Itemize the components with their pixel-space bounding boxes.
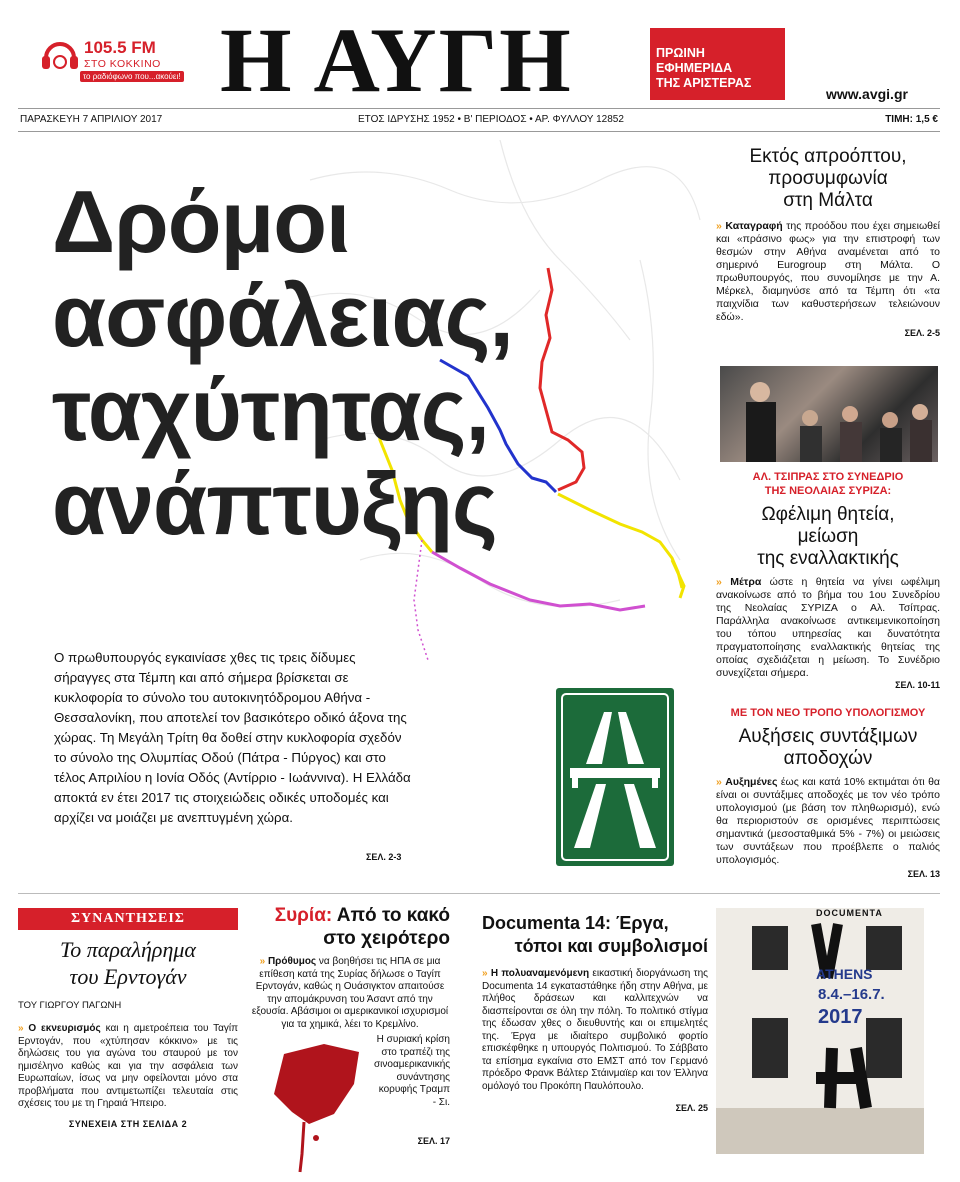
erdogan-text [18,1023,238,1111]
bullet-arrow-icon: » [18,1023,24,1034]
pensions-headline-line-2: αποδοχών [783,748,873,769]
documenta-body: εικαστική διοργάνωση της Documenta 14 εγκαταστάθηκε ήδη στην Αθήνα, με πλήθος δράσεων και καλλιτεχνών να διασπείρονται σε όλη την πόλη. Το πολιτικό στίγμα της έδωσαν χθες ο διευθυντής και οι επιμελητές της. Έργα με ιδιαίτερο συμβολικό φορτίο επισκέφθηκε η υπουργός Πολιτισμού. Το Σάββατο τα επίσημα εγκαίνια στο ΕΜΣΤ από τον Γερμανό πρόεδρο Φρανκ Βάλτερ Στάινμαϊερ και τον Έλληνα ομόλογό του Προκόπη Παυλόπουλο. [482,968,708,1092]
section-divider [18,893,940,894]
malta-article[interactable] [716,146,940,338]
malta-page-ref[interactable]: ΣΕΛ. 2-5 [904,328,940,338]
newspaper-title[interactable]: Η ΑΥΓΗ [220,9,573,111]
tsipras-kicker-2: ΤΗΣ ΝΕΟΛΑΙΑΣ ΣΥΡΙΖΑ: [764,485,892,497]
lead-headline[interactable] [52,172,572,553]
poster-year: 2017 [818,1006,863,1028]
tagline-line-2: ΕΦΗΜΕΡΙΔΑ [656,61,733,75]
bullet-arrow-icon: » [716,576,722,588]
malta-headline-line-3: στη Μάλτα [783,190,873,211]
syria-headline-line-1: Από το κακό [332,905,450,926]
erdogan-column[interactable] [18,908,238,1160]
bullet-arrow-icon: » [716,220,722,232]
route-dotted [414,540,428,660]
tsipras-headline-line-2: μείωση [797,526,859,547]
radio-logo[interactable] [40,28,181,88]
lead-headline-line-4: ανάπτυξης [52,454,497,553]
erdogan-headline-line-2: του Ερντογάν [69,964,187,989]
tsipras-lead-word: Μέτρα [730,576,762,588]
syria-page-ref[interactable]: ΣΕΛ. 17 [417,1136,450,1146]
pensions-headline-line-1: Αυξήσεις συντάξιμων [738,726,918,747]
tagline-line-3: ΤΗΣ ΑΡΙΣΤΕΡΑΣ [656,76,752,90]
radio-slogan: το ραδιόφωνο που...ακούει! [80,71,184,82]
malta-headline-line-2: προσυμφωνία [768,168,888,189]
tagline-line-1: ΠΡΩΙΝΗ [656,46,705,60]
tsipras-body: ώστε η θητεία να γίνει ωφέλιμη ανακοίνωσε από το βήμα του 1ου Συνεδρίου της Νεολαίας ΣΥΡΙΖΑ ο Αλ. Τσίπρας. Παράλληλα ανακοίνωσε αντικειμενικοποίηση του τόπου υπηρεσίας και δυνατότητα πραγματοποίησης εναλλακτικής θητείας της οποίας σχεδιάζεται η μείωση. Το Συνέδριο συνεχίζεται σήμερα. [716,576,941,679]
syria-text [250,956,450,1031]
pensions-headline [716,726,940,770]
documenta-headline-line-1: Documenta 14: Έργα, [482,913,669,933]
tsipras-text [716,576,940,680]
issue-date: ΠΑΡΑΣΚΕΥΗ 7 ΑΠΡΙΛΙΟΥ 2017 [20,114,163,125]
tsipras-headline [716,504,940,570]
syria-body: να βοηθήσει τις ΗΠΑ σε μια επίθεση κατά της Συρίας δήλωσε ο Ταγίπ Ερντογάν, καθώς η Ουάσιγκτον απαιτούσε την απομάκρυνση του Άσαντ από την εξουσία. Αβάσιμοι οι αμερικανικοί ισχυρισμοί για τα χημικά, λέει το Κρεμλίνο. [251,956,449,1030]
tsipras-headline-line-1: Ωφέλιμη θητεία, [761,504,895,525]
pensions-lead-word: Αυξημένες [725,776,778,788]
documenta-lead-word: Η πολυαναμενόμενη [490,968,590,979]
tagline-box [650,28,785,100]
issue-info: ΕΤΟΣ ΙΔΡΥΣΗΣ 1952 • Β' ΠΕΡΙΟΔΟΣ • ΑΡ. ΦΥΛΛΟΥ 12852 [358,114,624,125]
erdogan-headline-line-1: Το παραλήρημα [60,937,196,962]
motorway-sign-icon [556,688,674,866]
syria-headline-red: Συρία: [274,905,333,926]
documenta-page-ref[interactable]: ΣΕΛ. 25 [675,1103,708,1113]
route-yellow-south [672,560,684,598]
pensions-article[interactable] [716,706,940,879]
lead-headline-line-1: Δρόμοι [52,172,350,271]
bullet-arrow-icon: » [259,956,266,967]
erdogan-body: και η αμετροέπεια του Ταγίπ Ερντογάν, που «χτύπησαν κόκκινο» με τις δηλώσεις του για αγώνα του σταυρού με τον ημισέληνο καθώς και για την ασφάλεια των Ευρωπαίων, ίσως να μην οφείλονται μόνο στα προβλήματα που αντιμετωπίζει τελευταία στις σχέσεις του με τη Γηραιά Ήπειρο. [18,1023,238,1109]
erdogan-headline [18,936,238,990]
malta-headline [716,146,940,212]
lead-page-ref[interactable]: ΣΕΛ. 2-3 [366,852,402,862]
malta-headline-line-1: Εκτός απροόπτου, [749,146,907,167]
documenta-poster-photo[interactable] [716,908,924,1154]
syria-headline [250,904,450,950]
date-bar [18,108,940,132]
pensions-text [716,776,940,867]
syria-lead-word: Πρόθυμος [267,956,317,967]
continued-link[interactable]: ΣΥΝΕΧΕΙΑ ΣΤΗ ΣΕΛΙΔΑ 2 [68,1118,188,1129]
radio-frequency: 105.5 FM [84,38,156,57]
documenta-text [482,968,708,1093]
pensions-body: έως και κατά 10% εκτιμάται ότι θα είναι οι συντάξιμες αποδοχές με τον νέο τρόπο υπολογισμού (με βάση τον πληθωρισμό), ενώ θα περιοριστούν σε ορισμένες περιπτώσεις σημαντικά (μεσοσταθμικά 5% - 7%) οι μειώσεις των συντάξεων που προέβλεπε ο παλιός υπολογισμός. [716,776,940,866]
erdogan-lead-word: Ο εκνευρισμός [28,1023,101,1034]
radio-name: ΣΤΟ ΚΟΚΚΙΝΟ [84,58,161,70]
tsipras-headline-line-3: της εναλλακτικής [757,548,899,569]
lead-headline-line-2: ασφάλειας, [52,266,513,365]
pensions-page-ref[interactable]: ΣΕΛ. 13 [907,869,940,879]
column-label: ΣΥΝΑΝΤΗΣΕΙΣ [18,908,238,930]
syria-headline-line-2: στο χειρότερο [323,928,450,949]
poster-title: DOCUMENTA [816,908,883,918]
malta-lead-word: Καταγραφή [725,220,783,232]
pensions-kicker: ΜΕ ΤΟΝ ΝΕΟ ΤΡΟΠΟ ΥΠΟΛΟΓΙΣΜΟΥ [730,707,926,719]
website-link[interactable]: www.avgi.gr [826,86,908,102]
lead-article-text: Ο πρωθυπουργός εγκαινίασε χθες τις τρεις δίδυμες σήραγγες στα Τέμπη και από σήμερα βρίσκεται σε κυκλοφορία το σύνολο του αυτοκινητόδρομου Αθήνα - Θεσσαλονίκη, που αποτελεί τον βασικότερο οδικό άξονα της χώρας. Τη Μεγάλη Τρίτη θα δοθεί στην κυκλοφορία σχεδόν το σύνολο της Ολυμπίας Οδού (Πάτρα - Πύργος) και στο τέλος Απριλίου η Ιονία Οδός (Αντίρριο - Ιωάννινα). Η Ελλάδα αποκτά εν έτει 2017 τις στοιχειώδεις οδικές υποδομές και αρχίζει να μοιάζει με ανεπτυγμένη χώρα. [54,650,411,825]
poster-city: ATHENS [816,966,873,982]
lead-headline-line-3: ταχύτητας, [52,360,489,459]
tsipras-photo[interactable] [720,366,938,462]
byline: ΤΟΥ ΓΙΩΡΓΟΥ ΠΑΓΩΝΗ [18,1000,122,1011]
tsipras-page-ref[interactable]: ΣΕΛ. 10-11 [895,680,940,690]
tsipras-kicker-1: ΑΛ. ΤΣΙΠΡΑΣ ΣΤΟ ΣΥΝΕΔΡΙΟ [752,471,904,483]
documenta-headline-line-2: τόποι και συμβολισμοί [514,936,708,956]
malta-body: της προόδου που έχει σημειωθεί και «πράσινο φως» για την επιστροφή των θεσμών στην Αθήνα αναμένεται από το σημερινό Eurogroup στη Μάλτα. Ο πρωθυπουργός, που συνομίλησε με την Α. Μέρκελ, διαμηνύσε από τα Τέμπη ότι «τα παιχνίδια των καθυστερήσεων τελειώνουν εδώ». [716,220,940,323]
poster-dates: 8.4.–16.7. [818,986,885,1003]
documenta-article[interactable] [482,912,708,1113]
documenta-headline [482,912,708,958]
syria-text-2: Η συριακή κρίση στο τραπέζι της σινοαμερικανικής συνάντησης κορυφής Τραμπ - Σι. [374,1034,451,1108]
malta-text [716,220,940,324]
bullet-arrow-icon: » [482,968,488,979]
building-facade-icon [716,908,924,1154]
tsipras-article[interactable] [716,470,940,690]
syria-blood-map-icon [264,1034,374,1174]
syria-article[interactable] [250,904,450,1174]
bullet-arrow-icon: » [716,776,722,788]
price: ΤΙΜΗ: 1,5 € [885,114,938,125]
